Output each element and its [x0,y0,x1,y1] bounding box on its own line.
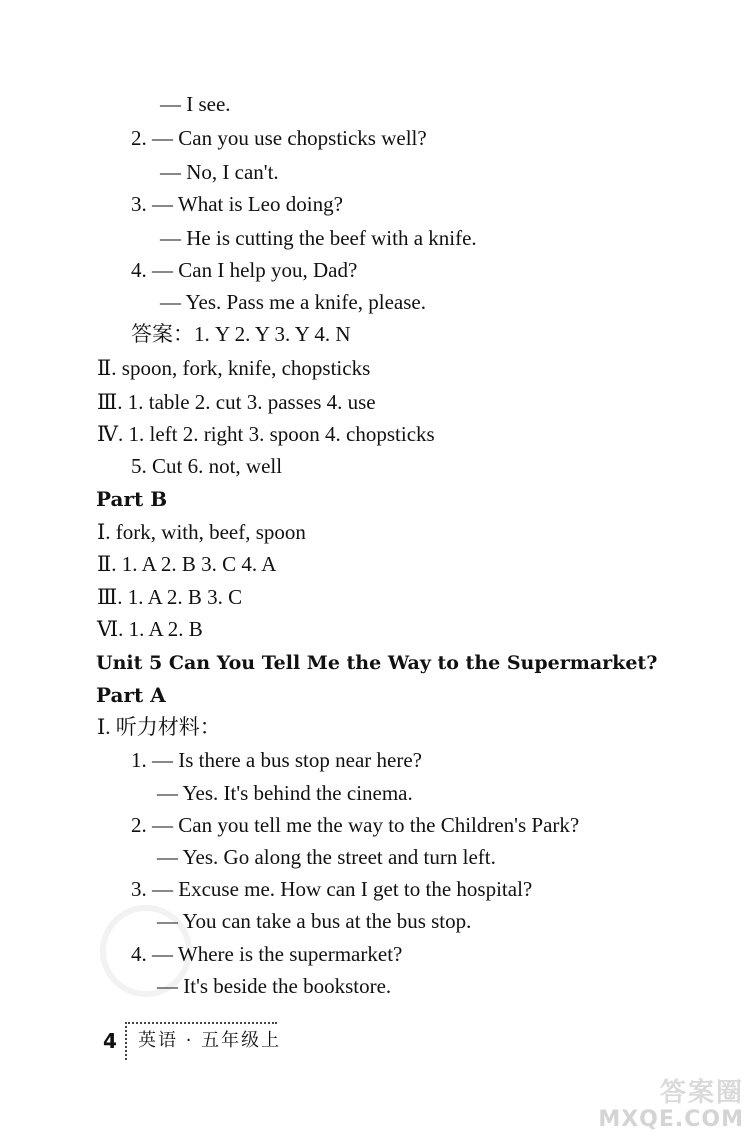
answer-line: — You can take a bus at the bus stop. [157,909,472,933]
unit-title: Unit 5 Can You Tell Me the Way to the Supermarket? [96,652,658,674]
answer-line: 2. — Can you use chopsticks well? [131,126,427,150]
answer-line: 5. Cut 6. not, well [131,454,283,478]
answer-line: — Yes. Go along the street and turn left. [157,845,496,869]
answer-line: 4. — Where is the supermarket? [131,942,403,966]
answer-line: 3. — What is Leo doing? [131,192,343,216]
answer-line: Ⅲ. 1. A 2. B 3. C [97,585,243,609]
watermark [598,1078,744,1132]
watermark-site: MXQE.COM [598,1107,744,1132]
answer-line: Ⅱ. spoon, fork, knife, chopsticks [97,356,371,380]
answer-line: 3. — Excuse me. How can I get to the hospital? [131,877,533,901]
book-title: 英语 · 五年级上 [138,1030,282,1051]
answer-key-line: 答案：1. Y 2. Y 3. Y 4. N [131,322,351,346]
answer-line: — Yes. It's behind the cinema. [157,781,413,805]
section-heading: Part B [96,487,168,511]
page-number: 4 [103,1029,117,1053]
answer-line: — No, I can't. [160,160,279,184]
answer-line: — He is cutting the beef with a knife. [160,226,477,250]
answer-line: — I see. [160,92,231,116]
watermark-name: 答案圈 [659,1078,744,1108]
answer-line: 4. — Can I help you, Dad? [131,258,358,282]
answer-line: Ⅰ. fork, with, beef, spoon [97,520,306,544]
answer-line: 2. — Can you tell me the way to the Children's Park? [131,813,580,837]
answer-line: 1. — Is there a bus stop near here? [131,748,422,772]
section-heading: Part A [96,683,166,707]
answer-line: Ⅲ. 1. table 2. cut 3. passes 4. use [97,390,376,414]
answer-line: — It's beside the bookstore. [157,974,392,998]
answer-line: Ⅵ. 1. A 2. B [97,617,203,641]
answer-line: Ⅳ. 1. left 2. right 3. spoon 4. chopsticks [97,422,435,446]
answer-line: Ⅱ. 1. A 2. B 3. C 4. A [97,552,277,576]
answer-line: — Yes. Pass me a knife, please. [160,290,426,314]
answer-line: Ⅰ. 听力材料： [97,715,221,739]
